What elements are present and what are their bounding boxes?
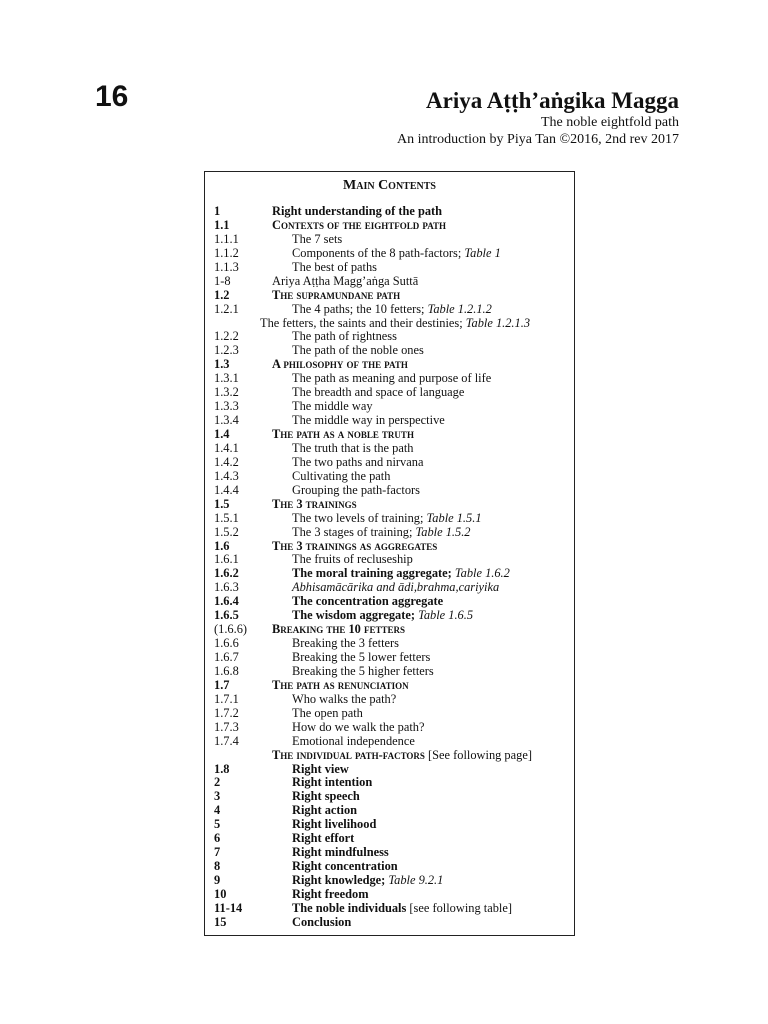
- contents-row: [214, 763, 569, 777]
- section-title: [292, 609, 473, 623]
- contents-row: [214, 400, 569, 414]
- section-title-text: The middle way: [292, 399, 373, 414]
- section-number: 1.8: [214, 761, 230, 776]
- section-title-text: Right concentration: [292, 859, 398, 874]
- section-title-text: The 3 trainings as aggregates: [272, 538, 438, 553]
- section-title: [292, 247, 501, 261]
- section-number: 10: [214, 886, 227, 901]
- contents-row: [214, 567, 569, 581]
- section-title-text: Ariya Aṭṭha Magg’aṅga Suttā: [272, 273, 419, 288]
- document-byline: An introduction by Piya Tan ©2016, 2nd rev 2017: [397, 132, 679, 147]
- contents-row: [214, 679, 569, 693]
- section-title-text: The individual path-factors: [272, 747, 425, 762]
- section-number: 1.6: [214, 538, 230, 553]
- section-title: [292, 693, 396, 707]
- contents-row: [214, 553, 569, 567]
- section-title-text: Cultivating the path: [292, 468, 391, 483]
- contents-row: [214, 414, 569, 428]
- section-number: 7: [214, 845, 221, 860]
- section-title: Right knowledge; Table 9.2.1: [292, 873, 444, 887]
- section-title-extra: Table 1.2.1.3: [465, 315, 531, 330]
- contents-row: [214, 846, 569, 860]
- section-title: [292, 526, 471, 540]
- contents-box: [204, 171, 575, 936]
- section-number: 3: [214, 789, 221, 804]
- section-title: [292, 414, 445, 428]
- section-number: 1.7: [214, 677, 230, 692]
- section-title: [292, 581, 499, 595]
- contents-row: [214, 637, 569, 651]
- section-title: [272, 679, 409, 693]
- section-title: [292, 916, 351, 930]
- section-number: 1.1.2: [214, 245, 239, 260]
- section-title-text: Right intention: [292, 775, 373, 790]
- contents-row: [214, 707, 569, 721]
- contents-row: [214, 344, 569, 358]
- section-title: [292, 442, 413, 456]
- section-title: [292, 303, 492, 317]
- contents-row: [214, 512, 569, 526]
- section-title-text: The 4 paths; the 10 fetters;: [292, 301, 428, 316]
- contents-row: [214, 303, 569, 317]
- section-title-text: Emotional independence: [292, 733, 415, 748]
- section-title: [292, 595, 443, 609]
- section-number: 1.6.7: [214, 650, 239, 664]
- section-title-text: Breaking the 10 fetters: [272, 622, 405, 637]
- section-number: 1.7.3: [214, 719, 239, 734]
- section-title-text: The middle way in perspective: [292, 413, 445, 428]
- section-number: 5: [214, 817, 221, 832]
- section-number: 1.5.2: [214, 524, 239, 539]
- contents-row: [214, 219, 569, 233]
- section-title-text: The path as a noble truth: [272, 427, 414, 441]
- section-title: [292, 484, 420, 498]
- section-title-text: Grouping the path-factors: [292, 482, 420, 497]
- contents-row: [214, 623, 569, 637]
- section-number: 1.4: [214, 427, 230, 441]
- section-title-extra: and ādi,brahma,cariyika: [373, 580, 500, 595]
- section-title-text: Right speech: [292, 789, 360, 804]
- section-title-text: Conclusion: [292, 914, 352, 929]
- section-number: 1.4.2: [214, 454, 239, 469]
- contents-row: [214, 540, 569, 554]
- contents-row: [214, 818, 569, 832]
- section-title-text: Who walks the path?: [292, 691, 397, 706]
- section-title: [272, 275, 418, 289]
- section-title-text: Right effort: [292, 831, 355, 846]
- section-title-extra: [see following table]: [406, 900, 512, 915]
- contents-row: [214, 317, 569, 331]
- contents-row: [214, 289, 569, 303]
- section-title: [292, 233, 342, 247]
- section-number: 1.6.4: [214, 594, 239, 609]
- contents-row: [214, 832, 569, 846]
- contents-row: [214, 693, 569, 707]
- section-number: 1.7.1: [214, 691, 239, 706]
- contents-row: [214, 874, 569, 888]
- section-title: [292, 553, 413, 567]
- contents-row: [214, 358, 569, 372]
- contents-row: [214, 916, 569, 930]
- section-title-text: The wisdom aggregate;: [292, 608, 419, 623]
- section-title-extra: Table 1.6.5: [418, 608, 474, 623]
- section-title-text: The breadth and space of language: [292, 385, 465, 400]
- section-number: 1.6.1: [214, 552, 239, 567]
- section-title: [292, 804, 357, 818]
- section-title: [272, 428, 414, 442]
- section-number: 1.6.5: [214, 608, 239, 623]
- section-number: 1.1: [214, 217, 230, 232]
- section-title: [272, 623, 405, 637]
- contents-row: [214, 860, 569, 874]
- section-title-text: The fruits of recluseship: [292, 552, 413, 567]
- section-title: [292, 735, 415, 749]
- contents-row: [214, 888, 569, 902]
- section-number: 1.5.1: [214, 510, 239, 525]
- contents-row: [214, 790, 569, 804]
- section-title: [292, 372, 491, 386]
- document-title: Ariya Aṭṭh’aṅgika Magga: [426, 88, 679, 113]
- section-title-extra: Table 1: [464, 245, 501, 260]
- section-number: 1.1.3: [214, 259, 239, 274]
- section-title-text: Right mindfulness: [292, 845, 389, 860]
- section-title: [272, 358, 408, 372]
- section-title-text: The two levels of training;: [292, 510, 427, 525]
- section-title: [292, 330, 397, 344]
- section-number: 1.6.8: [214, 663, 239, 678]
- section-number: 1.1.1: [214, 231, 239, 246]
- section-number: 4: [214, 803, 221, 818]
- section-title-text: The path of the noble ones: [292, 343, 424, 358]
- contents-row: [214, 330, 569, 344]
- section-title: [292, 400, 373, 414]
- section-title-text: Right view: [292, 761, 349, 776]
- contents-row: [214, 902, 569, 916]
- contents-row: [214, 609, 569, 623]
- contents-row: [214, 595, 569, 609]
- contents-row: [214, 205, 569, 219]
- contents-row: [214, 651, 569, 665]
- contents-row: [214, 526, 569, 540]
- section-number: 1.6.6: [214, 636, 239, 651]
- section-title: [292, 846, 389, 860]
- section-title: [292, 386, 464, 400]
- section-title: [292, 344, 424, 358]
- section-title-text: Right understanding of the path: [272, 204, 443, 218]
- section-title: [292, 651, 430, 665]
- contents-row: [214, 776, 569, 790]
- section-title-text: Contexts of the eightfold path: [272, 217, 447, 232]
- section-number: 1.4.4: [214, 482, 239, 497]
- section-number: 1.6.3: [214, 580, 239, 595]
- section-title: [260, 317, 530, 331]
- title-block: [397, 88, 679, 148]
- section-title-extra: Table 1.6.2: [454, 566, 510, 581]
- section-number: 11-14: [214, 900, 243, 915]
- section-title-text: The moral training aggregate;: [292, 566, 455, 581]
- section-number: 1.2.3: [214, 343, 239, 358]
- section-title-text: The noble individuals: [292, 900, 407, 915]
- section-number: 15: [214, 914, 227, 929]
- section-title-text: The fetters, the saints and their destinies;: [260, 315, 466, 330]
- section-number: (1.6.6): [214, 622, 248, 637]
- section-title: [292, 470, 390, 484]
- contents-row: [214, 456, 569, 470]
- section-title-text: The 7 sets: [292, 231, 343, 246]
- contents-row: [214, 721, 569, 735]
- section-title-extra: Table 9.2.1: [388, 873, 444, 887]
- section-number: 6: [214, 831, 221, 846]
- contents-row: [214, 804, 569, 818]
- section-number: 8: [214, 859, 221, 874]
- contents-row: [214, 735, 569, 749]
- section-title: [292, 860, 398, 874]
- section-title-text: The path as meaning and purpose of life: [292, 371, 492, 386]
- section-number: 1.2.2: [214, 329, 239, 344]
- contents-row: [214, 581, 569, 595]
- section-title-extra: Table 1.5.2: [415, 524, 471, 539]
- section-number: 1.2: [214, 287, 230, 302]
- section-number: 9: [214, 873, 221, 887]
- section-title: [292, 512, 482, 526]
- section-number: 1.3.3: [214, 399, 239, 414]
- section-title: [292, 832, 354, 846]
- document-subtitle: The noble eightfold path: [540, 115, 679, 130]
- page-number: 16: [95, 80, 129, 113]
- section-number: 1.7.2: [214, 705, 239, 720]
- contents-title: Main Contents: [343, 178, 436, 193]
- section-title: [272, 289, 400, 303]
- section-number: 1: [214, 204, 221, 218]
- contents-row: [214, 233, 569, 247]
- section-number: 2: [214, 775, 221, 790]
- section-title-text: The 3 trainings: [272, 496, 357, 511]
- section-title-text: The path as renunciation: [272, 677, 409, 692]
- section-title: [292, 261, 377, 275]
- section-title: [272, 498, 357, 512]
- section-number: 1.3: [214, 357, 230, 372]
- section-title-extra: Table 1.2.1.2: [427, 301, 492, 316]
- section-title-text: Abhisamācārika: [292, 580, 374, 595]
- section-number: 1-8: [214, 273, 231, 288]
- section-number: 1.3.1: [214, 371, 239, 386]
- section-title: [292, 707, 363, 721]
- contents-row: [214, 372, 569, 386]
- section-number: 1.2.1: [214, 301, 239, 316]
- section-title: [272, 749, 532, 763]
- section-title-text: Components of the 8 path-factors;: [292, 245, 465, 260]
- section-title-text: The 3 stages of training;: [292, 524, 416, 539]
- section-title-text: The supramundane path: [272, 287, 401, 302]
- contents-row: [214, 428, 569, 442]
- contents-row: [214, 498, 569, 512]
- section-title-text: Breaking the 5 higher fetters: [292, 663, 434, 678]
- contents-row: [214, 749, 569, 763]
- section-number: 1.3.4: [214, 413, 239, 428]
- contents-row: [214, 386, 569, 400]
- section-title: [292, 456, 423, 470]
- contents-row: [214, 247, 569, 261]
- section-title: [292, 888, 369, 902]
- section-title: [292, 637, 399, 651]
- section-title-text: The concentration aggregate: [292, 594, 444, 609]
- section-title: [292, 902, 512, 916]
- section-title-extra: [See following page]: [424, 747, 532, 762]
- section-title: [292, 790, 360, 804]
- section-title-text: A philosophy of the path: [272, 357, 408, 372]
- section-title-text: Right action: [292, 803, 358, 818]
- section-title-text: Breaking the 5 lower fetters: [292, 650, 431, 664]
- section-title-text: The two paths and nirvana: [292, 454, 424, 469]
- section-title-text: Right freedom: [292, 886, 369, 901]
- section-title: [292, 665, 434, 679]
- contents-row: [214, 484, 569, 498]
- section-title: [292, 776, 372, 790]
- section-number: 1.5: [214, 496, 230, 511]
- section-title-text: The path of rightness: [292, 329, 397, 344]
- section-title: [272, 540, 437, 554]
- section-title: [292, 818, 376, 832]
- section-title: [272, 205, 442, 219]
- section-title: [292, 721, 424, 735]
- section-number: 1.3.2: [214, 385, 239, 400]
- section-title-text: How do we walk the path?: [292, 719, 425, 734]
- contents-row: [214, 665, 569, 679]
- section-title-text: The open path: [292, 705, 363, 720]
- section-number: 1.4.3: [214, 468, 239, 483]
- section-title: [292, 763, 349, 777]
- section-number: 1.4.1: [214, 440, 239, 455]
- section-title-text: The truth that is the path: [292, 440, 414, 455]
- contents-row: [214, 470, 569, 484]
- section-title-text: The best of paths: [292, 259, 377, 274]
- contents-list: [214, 205, 569, 930]
- section-title-text: Breaking the 3 fetters: [292, 636, 400, 651]
- contents-row: [214, 275, 569, 289]
- section-title-text: Right knowledge: [292, 873, 382, 887]
- section-number: 1.7.4: [214, 733, 239, 748]
- section-title-text: Right livelihood: [292, 817, 377, 832]
- section-number: 1.6.2: [214, 566, 239, 581]
- section-title-extra: Table 1.5.1: [426, 510, 482, 525]
- section-title: [292, 567, 510, 581]
- contents-row: [214, 442, 569, 456]
- contents-row: [214, 261, 569, 275]
- section-title: [272, 219, 446, 233]
